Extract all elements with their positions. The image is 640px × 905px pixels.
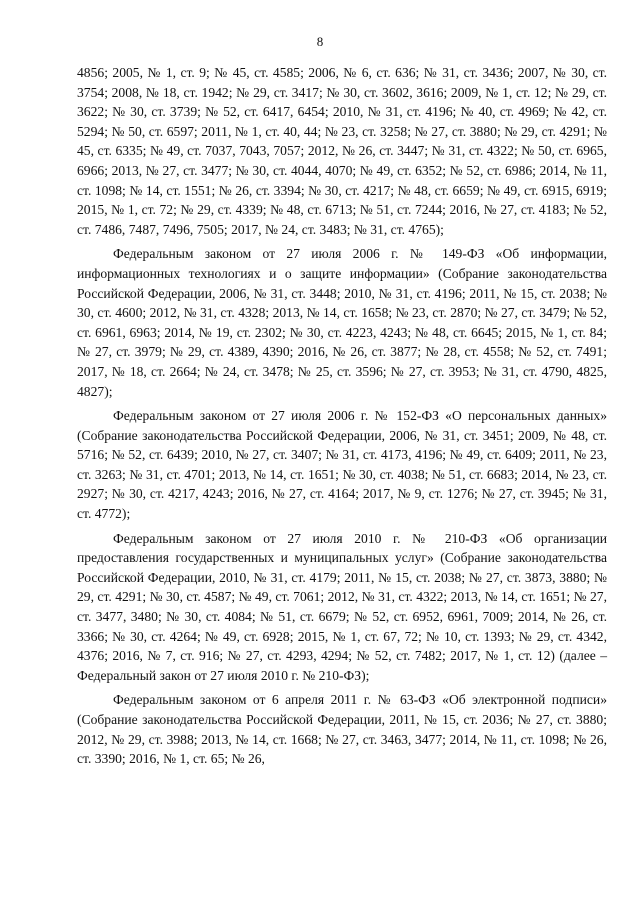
document-body <box>77 63 607 769</box>
paragraph-law-149-fz: Федеральным законом от 27 июля 2006 г. № 149-ФЗ «Об информации, информационных технологиях и о защите информации» (Собрание законодательства Российской Федерации, 2006, № 31, ст. 3448; 2010, № 31, ст. 4196; 2011, № 15, ст. 2038; № 30, ст. 4600; 2012, № 31, ст. 4328; 2013, № 14, ст. 1658; № 23, ст. 2870; № 27, ст. 3479; № 52, ст. 6961, 6963; 2014, № 19, ст. 2302; № 30, ст. 4223, 4243; № 48, ст. 6645; 2015, № 1, ст. 84; № 27, ст. 3979; № 29, ст. 4389, 4390; 2016, № 26, ст. 3877; № 28, ст. 4558; № 52, ст. 7491; 2017, № 18, ст. 2664; № 24, ст. 3478; № 25, ст. 3596; № 27, ст. 3953; № 31, ст. 4790, 4825, 4827); <box>77 246 607 399</box>
page-number: 8 <box>316 34 324 49</box>
paragraph-law-210-fz: Федеральным законом от 27 июля 2010 г. № 210-ФЗ «Об организации предоставления государственных и муниципальных услуг» (Собрание законодательства Российской Федерации, 2010, № 31, ст. 4179; 2011, № 15, ст. 2038; № 27, ст. 3873, 3880; № 29, ст. 4291; № 30, ст. 4587; № 49, ст. 7061; 2012, № 31, ст. 4322; 2013, № 14, ст. 1651; № 27, ст. 3477, 3480; № 30, ст. 4084; № 51, ст. 6679; № 52, ст. 6952, 6961, 7009; 2014, № 26, ст. 3366; № 30, ст. 4264; № 49, ст. 6928; 2015, № 1, ст. 67, 72; № 10, ст. 1393; № 29, ст. 4342, 4376; 2016, № 7, ст. 916; № 27, ст. 4293, 4294; № 52, ст. 7482; 2017, № 1, ст. 12) (далее – Федеральный закон от 27 июля 2010 г. № 210-ФЗ); <box>77 530 607 683</box>
paragraph-law-152-fz: Федеральным законом от 27 июля 2006 г. № 152-ФЗ «О персональных данных» (Собрание законодательства Российской Федерации, 2006, № 31, ст. 3451; 2009, № 48, ст. 5716; № 52, ст. 6439; 2010, № 27, ст. 3407; № 31, ст. 4173, 4196; № 49, ст. 6409; 2011, № 23, ст. 3263; № 31, ст. 4701; 2013, № 14, ст. 1651; № 30, ст. 4038; № 51, ст. 6683; 2014, № 23, ст. 2927; № 30, ст. 4217, 4243; 2016, № 27, ст. 4164; 2017, № 9, ст. 1276; № 27, ст. 3945; № 31, ст. 4772); <box>77 408 607 522</box>
paragraph-continuation: 4856; 2005, № 1, ст. 9; № 45, ст. 4585; 2006, № 6, ст. 636; № 31, ст. 3436; 2007, № 30, ст. 3754; 2008, № 18, ст. 1942; № 29, ст. 3417; № 30, ст. 3602, 3616; 2009, № 1, ст. 12; № 29, ст. 3622; № 30, ст. 3739; № 52, ст. 6417, 6454; 2010, № 31, ст. 4196; № 40, ст. 4969; № 42, ст. 5294; № 50, ст. 6597; 2011, № 1, ст. 40, 44; № 23, ст. 3258; № 27, ст. 3880; № 29, ст. 4291; № 45, ст. 6335; № 49, ст. 7037, 7043, 7057; 2012, № 26, ст. 3447; № 31, ст. 4322; № 50, ст. 6965, 6966; 2013, № 27, ст. 3477; № 30, ст. 4044, 4070; № 49, ст. 6352; № 52, ст. 6986; 2014, № 11, ст. 1098; № 14, ст. 1551; № 26, ст. 3394; № 30, ст. 4217; № 48, ст. 6659; № 49, ст. 6915, 6919; 2015, № 1, ст. 72; № 29, ст. 4339; № 48, ст. 6713; № 51, ст. 7244; 2016, № 27, ст. 4183; № 52, ст. 7486, 7487, 7496, 7505; 2017, № 24, ст. 3483; № 31, ст. 4765); <box>77 65 607 237</box>
paragraph-law-63-fz: Федеральным законом от 6 апреля 2011 г. № 63-ФЗ «Об электронной подписи» (Собрание законодательства Российской Федерации, 2011, № 15, ст. 2036; № 27, ст. 3880; 2012, № 29, ст. 3988; 2013, № 14, ст. 1668; № 27, ст. 3463, 3477; 2014, № 11, ст. 1098; № 26, ст. 3390; 2016, № 1, ст. 65; № 26, <box>77 692 607 767</box>
